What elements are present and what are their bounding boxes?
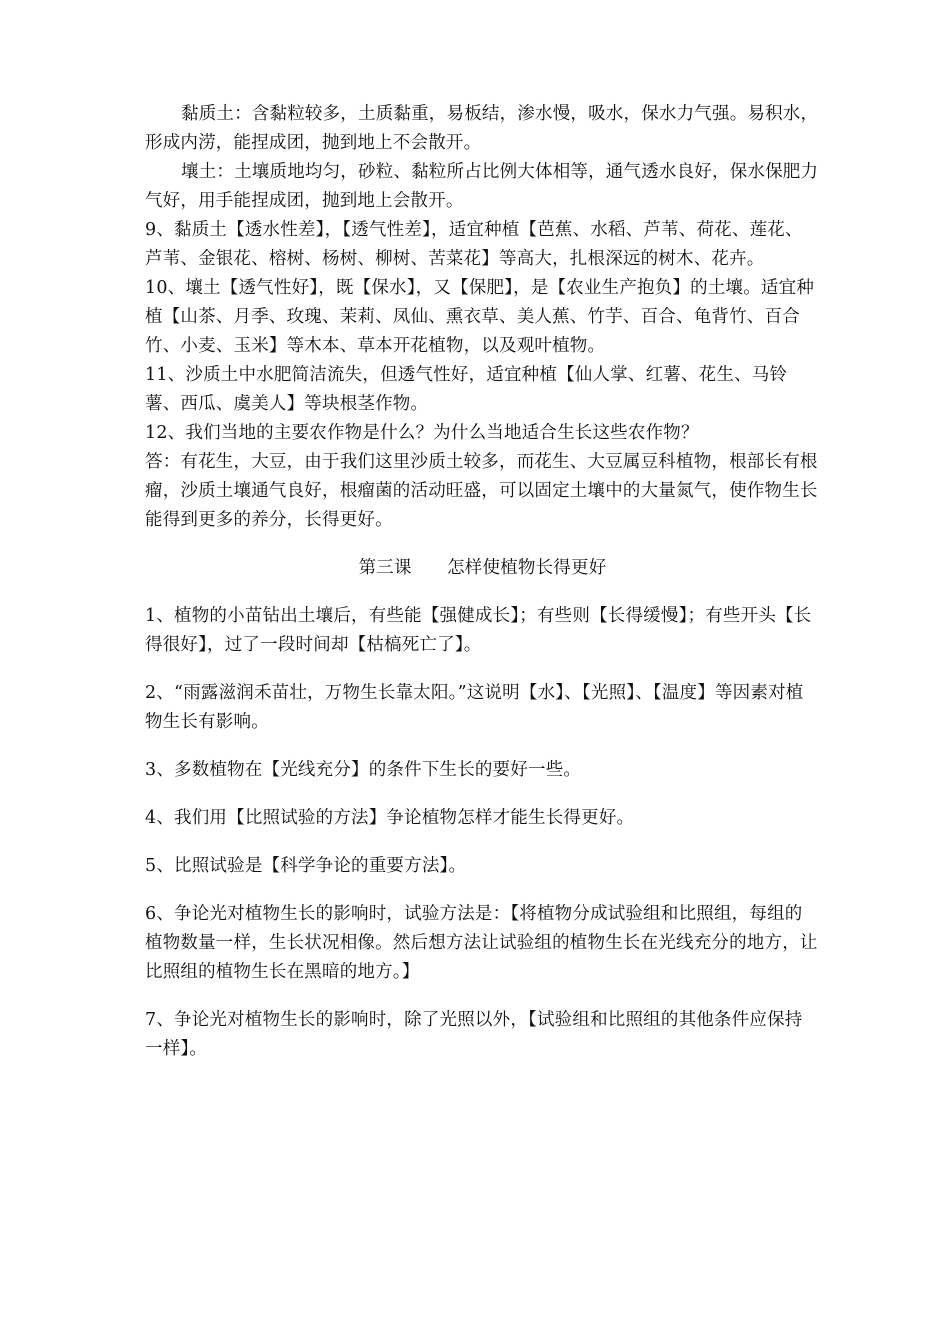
item-12-answer: 答：有花生，大豆，由于我们这里沙质土较多，而花生、大豆属豆科植物，根部长有根瘤，沙质土壤通气良好，根瘤菌的活动旺盛，可以固定土壤中的大量氮气，使作物生长能得到更多的养分，长得更好。: [145, 452, 818, 530]
paragraph-loam-soil: 壤土：土壤质地均匀，砂粒、黏粒所占比例大体相等，通气透水良好，保水保肥力气好，用手能捏成团，抛到地上会散开。: [145, 162, 819, 211]
lesson-item-5: 5、比照试验是【科学争论的重要方法】。: [145, 856, 467, 876]
item-12-question: 12、我们当地的主要农作物是什么？为什么当地适合生长这些农作物？: [145, 423, 699, 443]
item-11: 11、沙质土中水肥简洁流失，但透气性好，适宜种植【仙人掌、红薯、花生、马铃薯、西瓜、虞美人】等块根茎作物。: [145, 365, 788, 414]
lesson-item-1: 1、植物的小苗钻出土壤后，有些能【强健成长】；有些则【长得缓慢】；有些开头【长得很好】，过了一段时间却【枯槁死亡了】。: [145, 606, 812, 655]
lesson-title: 第三课 怎样使植物长得更好: [358, 558, 607, 578]
paragraph-clay-soil: 黏质土：含黏粒较多，土质黏重，易板结，渗水慢，吸水，保水力气强。易积水，形成内涝，能捏成团，抛到地上不会散开。: [145, 104, 819, 153]
item-10: 10、壤土【透气性好】，既【保水】，又【保肥】，是【农业生产抱负】的土壤。适宜种植【山茶、月季、玫瑰、茉莉、凤仙、熏衣草、美人蕉、竹芋、百合、龟背竹、百合竹、小麦、玉米】等木本、草本开花植物，以及观叶植物。: [145, 278, 815, 356]
lesson-item-7: 7、争论光对植物生长的影响时，除了光照以外，【试验组和比照组的其他条件应保持一样】。: [145, 1010, 803, 1059]
lesson-item-2: 2、“雨露滋润禾苗壮，万物生长靠太阳。”这说明【水】、【光照】、【温度】等因素对植物生长有影响。: [145, 683, 804, 732]
document-page: [145, 100, 820, 1064]
item-9: 9、黏质土【透水性差】，【透气性差】，适宜种植【芭蕉、水稻、芦苇、荷花、莲花、芦苇、金银花、榕树、杨树、柳树、苦菜花】等高大，扎根深远的树木、花卉。: [145, 220, 803, 269]
lesson-item-4: 4、我们用【比照试验的方法】争论植物怎样才能生长得更好。: [145, 808, 635, 828]
lesson-item-6: 6、争论光对植物生长的影响时，试验方法是：【将植物分成试验组和比照组，每组的植物数量一样，生长状况相像。然后想方法让试验组的植物生长在光线充分的地方，让比照组的植物生长在黑暗的地方。】: [145, 904, 818, 982]
lesson-item-3: 3、多数植物在【光线充分】的条件下生长的要好一些。: [145, 760, 582, 780]
